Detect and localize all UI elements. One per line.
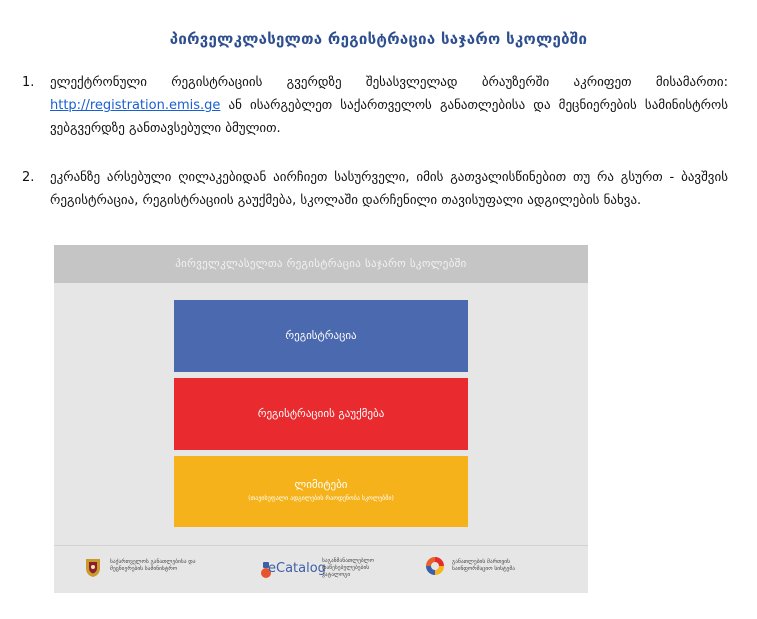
ministry-name: საქართველოს განათლებისა და მეცნიერების სამინისტრო — [110, 559, 196, 572]
register-button[interactable]: რეგისტრაცია — [174, 300, 468, 372]
item-text — [50, 71, 728, 140]
screenshot-footer — [54, 545, 588, 593]
item-text-after: ან ისარგებლეთ საქართველოს განათლებისა და მეცნიერების სამინისტროს ვებგვერდზე განთავსებული ბმულით. — [50, 98, 728, 136]
item-text: ეკრანზე არსებული ღილაკებიდან აირჩიეთ სასურველი, იმის გათვალისწინებით თუ რა გსურთ - ბავშვის რეგისტრაცია, რეგისტრაციის გაუქმება, სკოლაში დარჩენილი თავისუფალი ადგილების ნახვა. — [50, 170, 728, 208]
limits-button-sublabel: (თავისუფალი ადგილების რაოდენობა სკოლებში) — [248, 495, 394, 502]
limits-button-label: ლიმიტები — [294, 478, 348, 491]
page-title: პირველკლასელთა რეგისტრაცია საჯარო სკოლებში — [169, 30, 588, 48]
emis-name: განათლების მართვის საინფორმაციო სისტემა — [452, 559, 516, 572]
instruction-item-2 — [22, 166, 728, 212]
emis-icon — [424, 555, 446, 577]
ecatalog-description: საგანმანათლებლო დაწესებულებების კატალოგი — [322, 558, 374, 578]
ecatalog-name: eCatalog — [268, 561, 326, 576]
limits-button[interactable] — [174, 456, 468, 527]
item-number: 2. — [22, 170, 35, 185]
item-text-before: ელექტრონული რეგისტრაციის გვერდზე შესასვლელად ბრაუზერში აკრიფეთ მისამართი: — [50, 75, 728, 90]
footer-divider — [54, 545, 588, 546]
instruction-item-1 — [22, 71, 728, 140]
cancel-registration-button[interactable]: რეგისტრაციის გაუქმება — [174, 378, 468, 450]
embedded-screenshot — [54, 245, 588, 593]
coat-of-arms-icon — [82, 556, 104, 578]
registration-link[interactable]: http://registration.emis.ge — [50, 98, 221, 113]
item-number: 1. — [22, 75, 35, 90]
screenshot-header: პირველკლასელთა რეგისტრაცია საჯარო სკოლებში — [54, 245, 588, 283]
